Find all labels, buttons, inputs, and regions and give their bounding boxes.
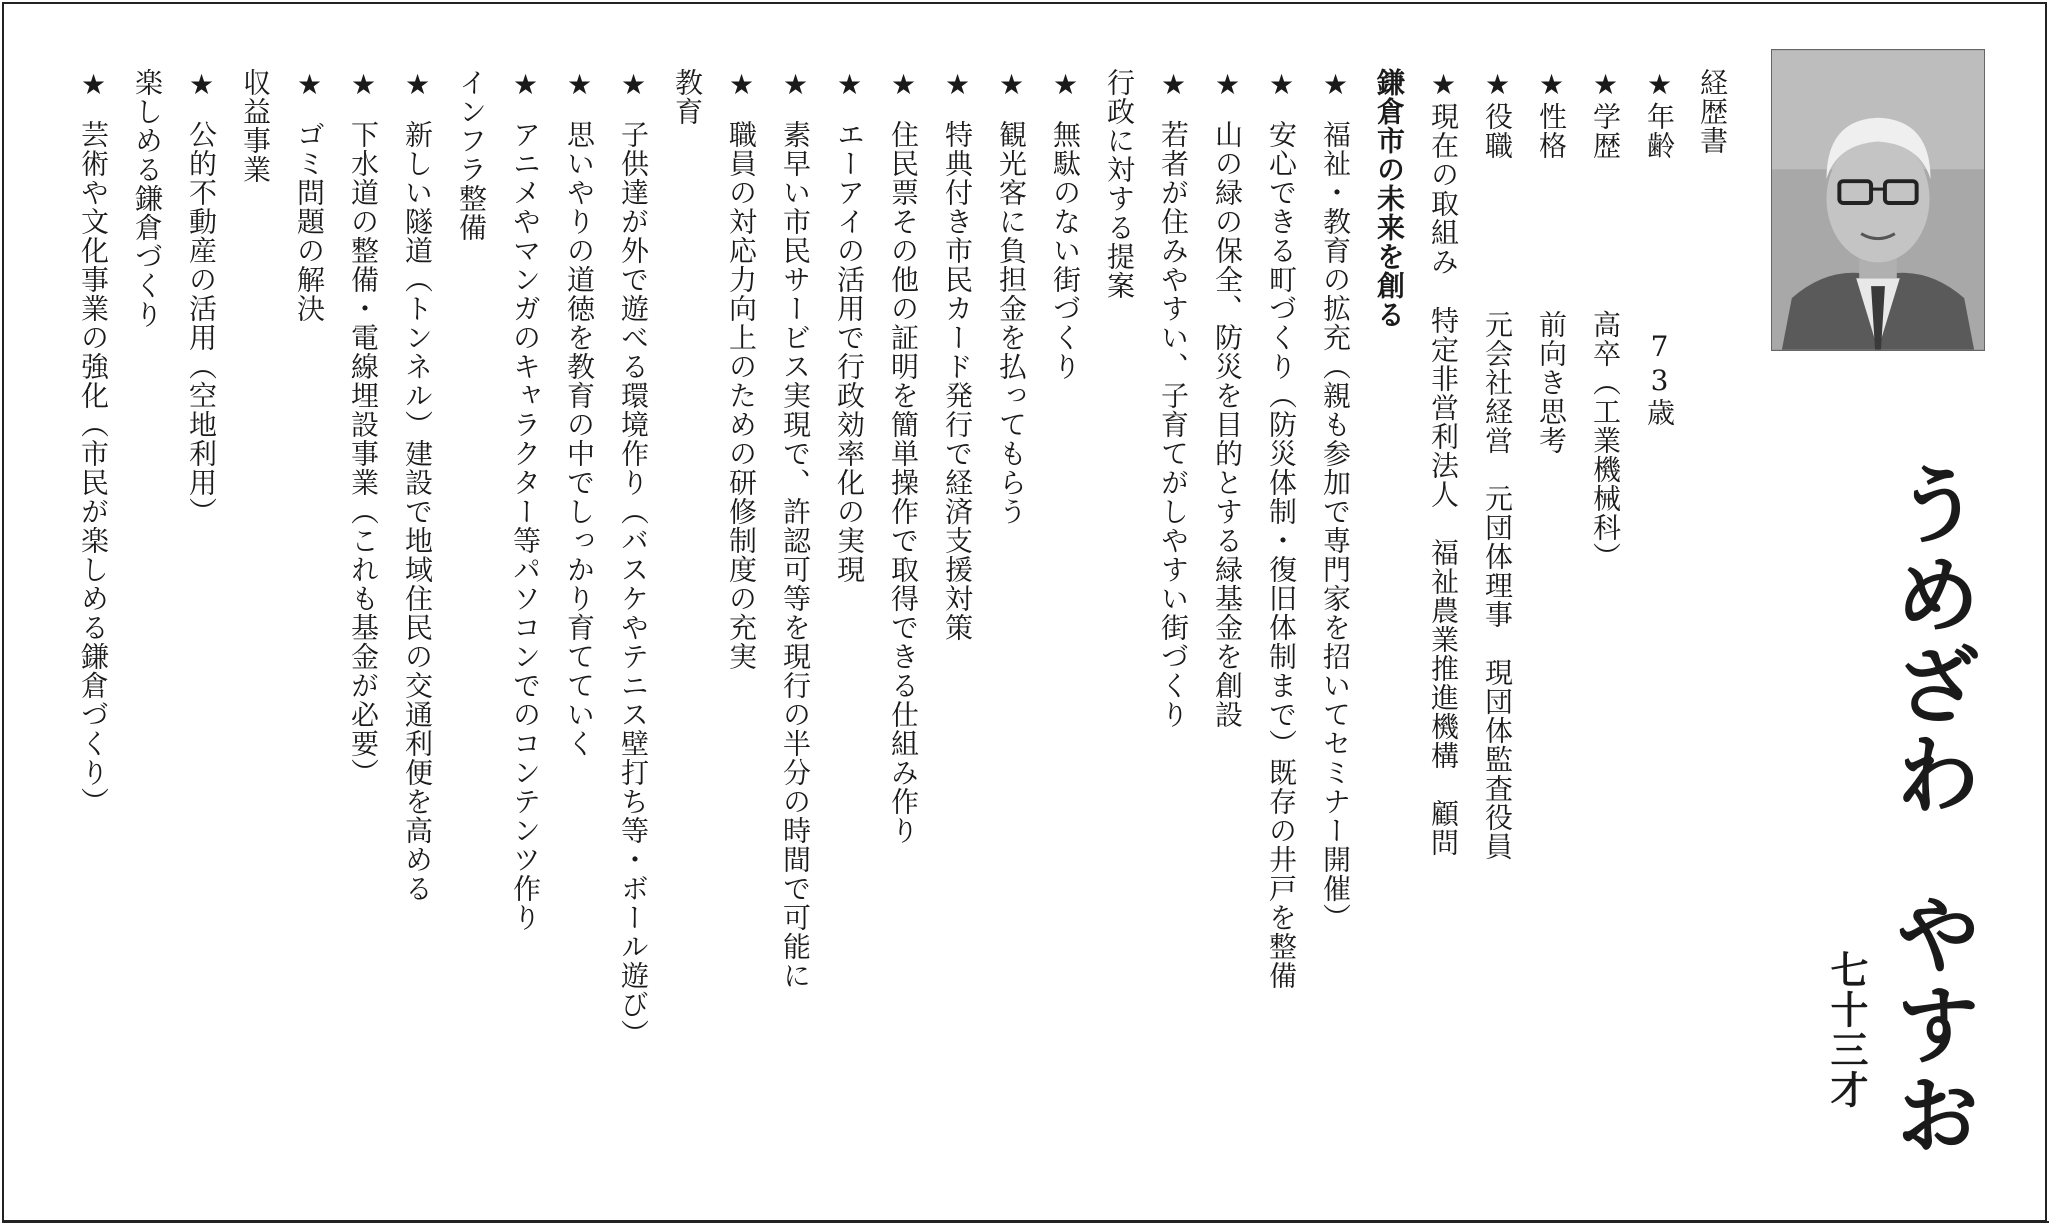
- education-label: 学歴: [1589, 102, 1622, 160]
- future-item: [1153, 68, 1193, 1208]
- future-item: [1261, 68, 1301, 1208]
- infra-heading: インフラ整備: [455, 68, 488, 242]
- resume-education-row: [1585, 68, 1625, 1208]
- admin-item-text: 職員の対応力向上のための研修制度の充実: [725, 120, 758, 671]
- star-icon: ★: [1265, 68, 1298, 102]
- activities-label: 現在の取組み: [1427, 102, 1460, 276]
- personality-label: 性格: [1535, 102, 1568, 160]
- future-item-text: 安心できる町づくり（防災体制・復旧体制まで）既存の井戸を整備: [1265, 120, 1298, 990]
- activities-value: 特定非営利法人 福祉農業推進機構 顧問: [1427, 306, 1460, 857]
- age-value: 73歳: [1643, 330, 1676, 427]
- candidate-name-first: うめざわ: [1880, 460, 1980, 820]
- star-icon: ★: [617, 68, 650, 102]
- star-icon: ★: [1319, 68, 1352, 102]
- star-icon: ★: [1427, 68, 1460, 102]
- resume-personality-row: [1531, 68, 1571, 1208]
- candidate-age: 七十三才: [1824, 950, 1868, 1110]
- star-icon: ★: [1535, 68, 1568, 102]
- education-item: [505, 68, 545, 1208]
- revenue-heading: 収益事業: [239, 68, 272, 184]
- resume-position-row: [1477, 68, 1517, 1208]
- resume-age-row: [1639, 68, 1679, 1208]
- education-item: [613, 68, 653, 1208]
- candidate-name: [1870, 460, 1980, 1160]
- star-icon: ★: [347, 68, 380, 102]
- personality-value: 前向き思考: [1535, 310, 1568, 455]
- infra-item-text: 新しい隧道（トンネル）建設で地域住民の交通利便を高める: [401, 120, 434, 903]
- infra-item-text: 下水道の整備・電線埋設事業（これも基金が必要）: [347, 120, 380, 787]
- education-item-text: 思いやりの道徳を教育の中でしっかり育てていく: [563, 120, 596, 758]
- infra-item: [289, 68, 329, 1208]
- infra-item: [397, 68, 437, 1208]
- star-icon: ★: [995, 68, 1028, 102]
- admin-item-text: エーアイの活用で行政効率化の実現: [833, 120, 866, 584]
- resume-title: 経歴書: [1696, 68, 1729, 155]
- resume-activities-row: [1423, 68, 1463, 1208]
- admin-item: [991, 68, 1031, 1208]
- education-heading: 教育: [671, 68, 704, 126]
- future-item-text: 福祉・教育の拡充（親も参加で専門家を招いてセミナー開催）: [1319, 120, 1352, 932]
- star-icon: ★: [1643, 68, 1676, 102]
- candidate-name-second: やすお: [1880, 890, 1980, 1160]
- fun-item-text: 芸術や文化事業の強化（市民が楽しめる鎌倉づくり）: [77, 120, 110, 816]
- revenue-item: [181, 68, 221, 1208]
- education-item-text: 子供達が外で遊べる環境作り（バスケやテニス壁打ち等・ボール遊び）: [617, 120, 650, 1048]
- future-item-text: 若者が住みやすい、子育てがしやすい街づくり: [1157, 120, 1190, 729]
- admin-item: [1045, 68, 1085, 1208]
- position-label: 役職: [1481, 102, 1514, 160]
- admin-item: [721, 68, 761, 1208]
- star-icon: ★: [563, 68, 596, 102]
- star-icon: ★: [1157, 68, 1190, 102]
- star-icon: ★: [77, 68, 110, 102]
- admin-item-text: 観光客に負担金を払ってもらう: [995, 120, 1028, 526]
- star-icon: ★: [833, 68, 866, 102]
- admin-item-text: 素早い市民サービス実現で、許認可等を現行の半分の時間で可能に: [779, 120, 812, 990]
- star-icon: ★: [1481, 68, 1514, 102]
- star-icon: ★: [1049, 68, 1082, 102]
- education-item: [559, 68, 599, 1208]
- star-icon: ★: [779, 68, 812, 102]
- fun-heading: 楽しめる鎌倉づくり: [131, 68, 164, 329]
- portrait-image: [1772, 50, 1984, 350]
- star-icon: ★: [941, 68, 974, 102]
- future-heading: 鎌倉市の未来を創る: [1373, 68, 1406, 329]
- position-value: 元会社経営 元団体理事 現団体監査役員: [1481, 310, 1514, 861]
- admin-item: [937, 68, 977, 1208]
- infra-item-text: ゴミ問題の解決: [293, 120, 326, 323]
- admin-item-text: 住民票その他の証明を簡単操作で取得できる仕組み作り: [887, 120, 920, 845]
- future-item: [1207, 68, 1247, 1208]
- admin-item: [775, 68, 815, 1208]
- star-icon: ★: [725, 68, 758, 102]
- education-item-text: アニメやマンガのキャラクター等パソコンでのコンテンツ作り: [509, 120, 542, 932]
- admin-heading: 行政に対する提案: [1103, 68, 1136, 300]
- future-item: [1315, 68, 1355, 1208]
- star-icon: ★: [185, 68, 218, 102]
- star-icon: ★: [401, 68, 434, 102]
- infra-item: [343, 68, 383, 1208]
- star-icon: ★: [293, 68, 326, 102]
- revenue-item-text: 公的不動産の活用（空地利用）: [185, 120, 218, 526]
- star-icon: ★: [887, 68, 920, 102]
- future-item-text: 山の緑の保全、防災を目的とする緑基金を創設: [1211, 120, 1244, 729]
- education-value: 高卒（工業機械科）: [1589, 310, 1622, 571]
- fun-item: [73, 68, 113, 1208]
- bottom-rule: [2, 1221, 2049, 1223]
- admin-item-text: 特典付き市民カード発行で経済支援対策: [941, 120, 974, 642]
- admin-item: [829, 68, 869, 1208]
- admin-item-text: 無駄のない街づくり: [1049, 120, 1082, 381]
- age-label: 年齢: [1643, 102, 1676, 160]
- admin-item: [883, 68, 923, 1208]
- star-icon: ★: [1211, 68, 1244, 102]
- star-icon: ★: [1589, 68, 1622, 102]
- candidate-photo: [1771, 49, 1985, 351]
- star-icon: ★: [509, 68, 542, 102]
